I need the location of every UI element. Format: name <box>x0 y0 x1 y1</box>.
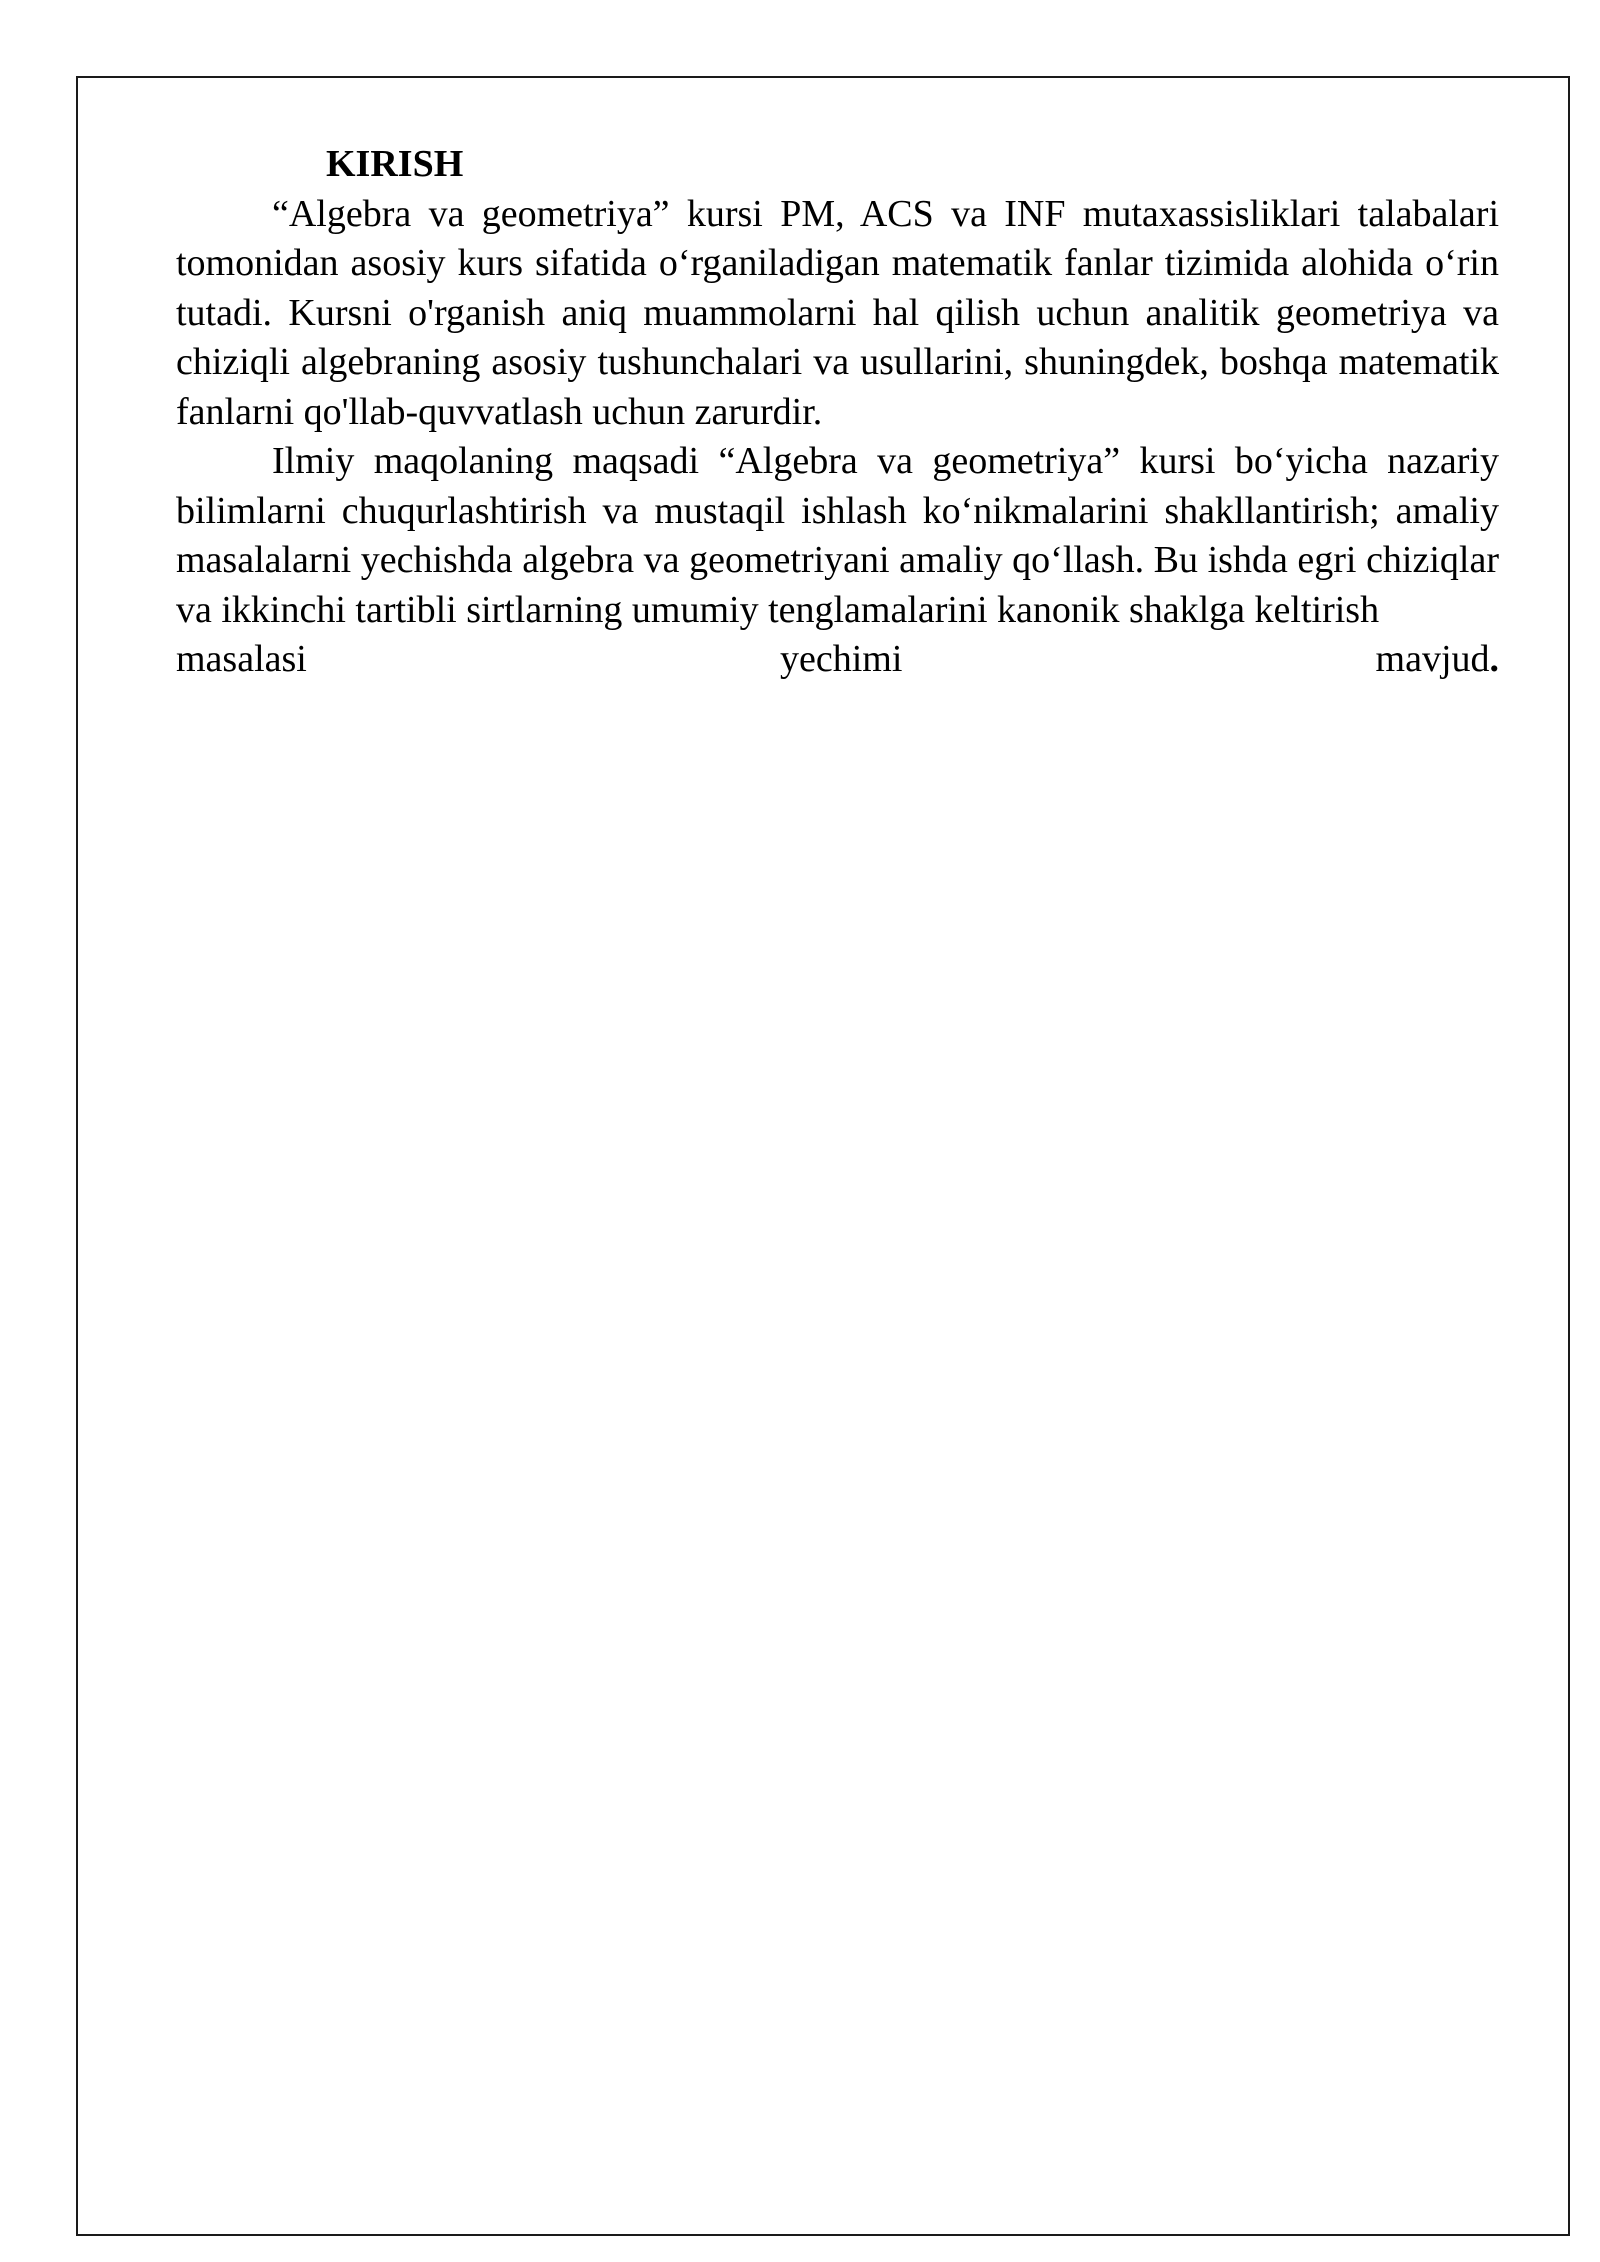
document-body <box>176 140 1499 685</box>
paragraph-goal: Ilmiy maqolaning maqsadi “Algebra va geometriya” kursi bo‘yicha nazariy bilimlarni chuqurlashtirish va mustaqil ishlash ko‘nikmalarini shakllantirish; amaliy masalalarni yechishda algebra va geometriyani amaliy qo‘llash. Bu ishda egri chiziqlar va ikkinchi tartibli sirtlarning umumiy tenglamalarini kanonik shaklga keltirish <box>176 440 1499 631</box>
last-line-word-1: masalasi <box>176 638 307 680</box>
section-heading: KIRISH <box>326 143 464 185</box>
last-line-word-3: mavjud <box>1375 638 1490 680</box>
paragraph-goal-last-line <box>176 635 1499 685</box>
last-line-word-3-wrap <box>1376 635 1499 685</box>
paragraph-intro: “Algebra va geometriya” kursi PM, ACS va INF mutaxassisliklari talabalari tomonidan asosiy kurs sifatida o‘rganiladigan matematik fanlar tizimida alohida o‘rin tutadi. Kursni o'rganish aniq muammolarni hal qilish uchun analitik geometriya va chiziqli algebraning asosiy tushunchalari va usullarini, shuningdek, boshqa matematik fanlarni qo'llab-quvvatlash uchun zarurdir. <box>176 192 1499 433</box>
last-line-end-mark: . <box>1489 638 1499 680</box>
last-line-word-2: yechimi <box>779 638 903 680</box>
